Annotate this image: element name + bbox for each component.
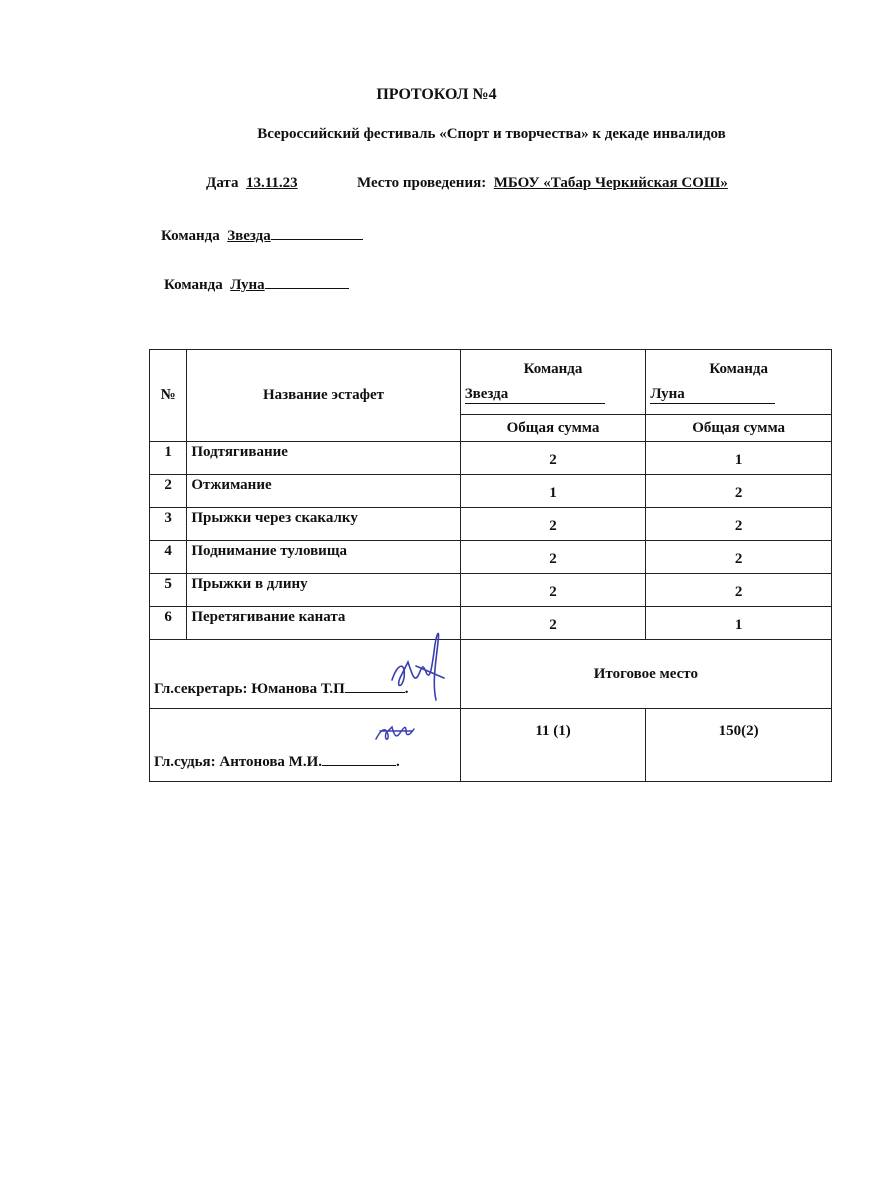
row-score-team2: 1 bbox=[646, 442, 832, 475]
final-place-team2: 150(2) bbox=[646, 709, 832, 782]
judge-cell: Гл.судья: Антонова М.И. . bbox=[150, 709, 461, 782]
row-num: 5 bbox=[150, 574, 187, 607]
table-row bbox=[150, 442, 832, 475]
secretary-signature-icon bbox=[386, 622, 456, 704]
header-team2-name: Луна bbox=[650, 386, 775, 404]
table-row bbox=[150, 508, 832, 541]
secretary-row bbox=[150, 640, 832, 709]
sum-label-team2: Общая сумма bbox=[646, 415, 832, 442]
team1-value: Звезда bbox=[227, 228, 271, 244]
row-score-team2: 2 bbox=[646, 541, 832, 574]
team2-label: Команда bbox=[164, 277, 223, 293]
team1-line bbox=[161, 225, 363, 245]
header-num: № bbox=[150, 350, 187, 442]
date-value: 13.11.23 bbox=[245, 175, 298, 191]
judge-signature-line bbox=[322, 752, 396, 766]
date-label: Дата bbox=[206, 175, 239, 191]
header-team2 bbox=[646, 350, 832, 415]
secretary-cell: Гл.секретарь: Юманова Т.П . bbox=[150, 640, 461, 709]
row-score-team2: 1 bbox=[646, 607, 832, 640]
header-team1-name: Звезда bbox=[465, 386, 605, 404]
row-score-team1: 2 bbox=[460, 574, 646, 607]
team1-underline bbox=[271, 225, 363, 240]
table-row bbox=[150, 475, 832, 508]
judge-signature-icon bbox=[372, 717, 422, 747]
team2-line bbox=[164, 274, 349, 294]
header-team1-word: Команда bbox=[523, 360, 583, 377]
venue-label: Место проведения: bbox=[357, 175, 487, 191]
final-place-label: Итоговое место bbox=[460, 640, 831, 709]
secretary-text: Гл.секретарь: Юманова Т.П bbox=[154, 681, 345, 697]
table-header-row bbox=[150, 350, 832, 415]
row-relay-name: Отжимание bbox=[187, 475, 460, 508]
header-team1 bbox=[460, 350, 646, 415]
team2-underline bbox=[265, 274, 349, 289]
judge-row bbox=[150, 709, 832, 782]
header-team2-word: Команда bbox=[709, 360, 769, 377]
table-row bbox=[150, 574, 832, 607]
row-relay-name: Прыжки в длину bbox=[187, 574, 460, 607]
sum-label-team1: Общая сумма bbox=[460, 415, 646, 442]
row-score-team2: 2 bbox=[646, 475, 832, 508]
results-table bbox=[149, 349, 832, 782]
row-num: 4 bbox=[150, 541, 187, 574]
row-score-team1: 2 bbox=[460, 607, 646, 640]
row-num: 3 bbox=[150, 508, 187, 541]
date-line bbox=[206, 175, 298, 192]
document-subtitle: Всероссийский фестиваль «Спорт и творчества» к декаде инвалидов bbox=[257, 126, 726, 142]
row-num: 6 bbox=[150, 607, 187, 640]
row-relay-name: Подтягивание bbox=[187, 442, 460, 475]
row-score-team1: 2 bbox=[460, 541, 646, 574]
row-relay-name: Прыжки через скакалку bbox=[187, 508, 460, 541]
row-score-team1: 1 bbox=[460, 475, 646, 508]
row-relay-name: Перетягивание каната bbox=[187, 607, 460, 640]
row-score-team2: 2 bbox=[646, 574, 832, 607]
row-score-team2: 2 bbox=[646, 508, 832, 541]
row-num: 2 bbox=[150, 475, 187, 508]
document-title: ПРОТОКОЛ №4 bbox=[376, 86, 497, 103]
team1-label: Команда bbox=[161, 228, 220, 244]
team2-value: Луна bbox=[230, 277, 265, 293]
row-score-team1: 2 bbox=[460, 442, 646, 475]
row-num: 1 bbox=[150, 442, 187, 475]
venue-value: МБОУ «Табар Черкийская СОШ» bbox=[493, 175, 728, 191]
table-row bbox=[150, 541, 832, 574]
row-relay-name: Поднимание туловища bbox=[187, 541, 460, 574]
judge-text: Гл.судья: Антонова М.И. bbox=[154, 754, 323, 770]
final-place-team1: 11 (1) bbox=[460, 709, 646, 782]
table-row bbox=[150, 607, 832, 640]
venue-line bbox=[357, 175, 728, 192]
row-score-team1: 2 bbox=[460, 508, 646, 541]
header-relay-name: Название эстафет bbox=[187, 350, 460, 442]
